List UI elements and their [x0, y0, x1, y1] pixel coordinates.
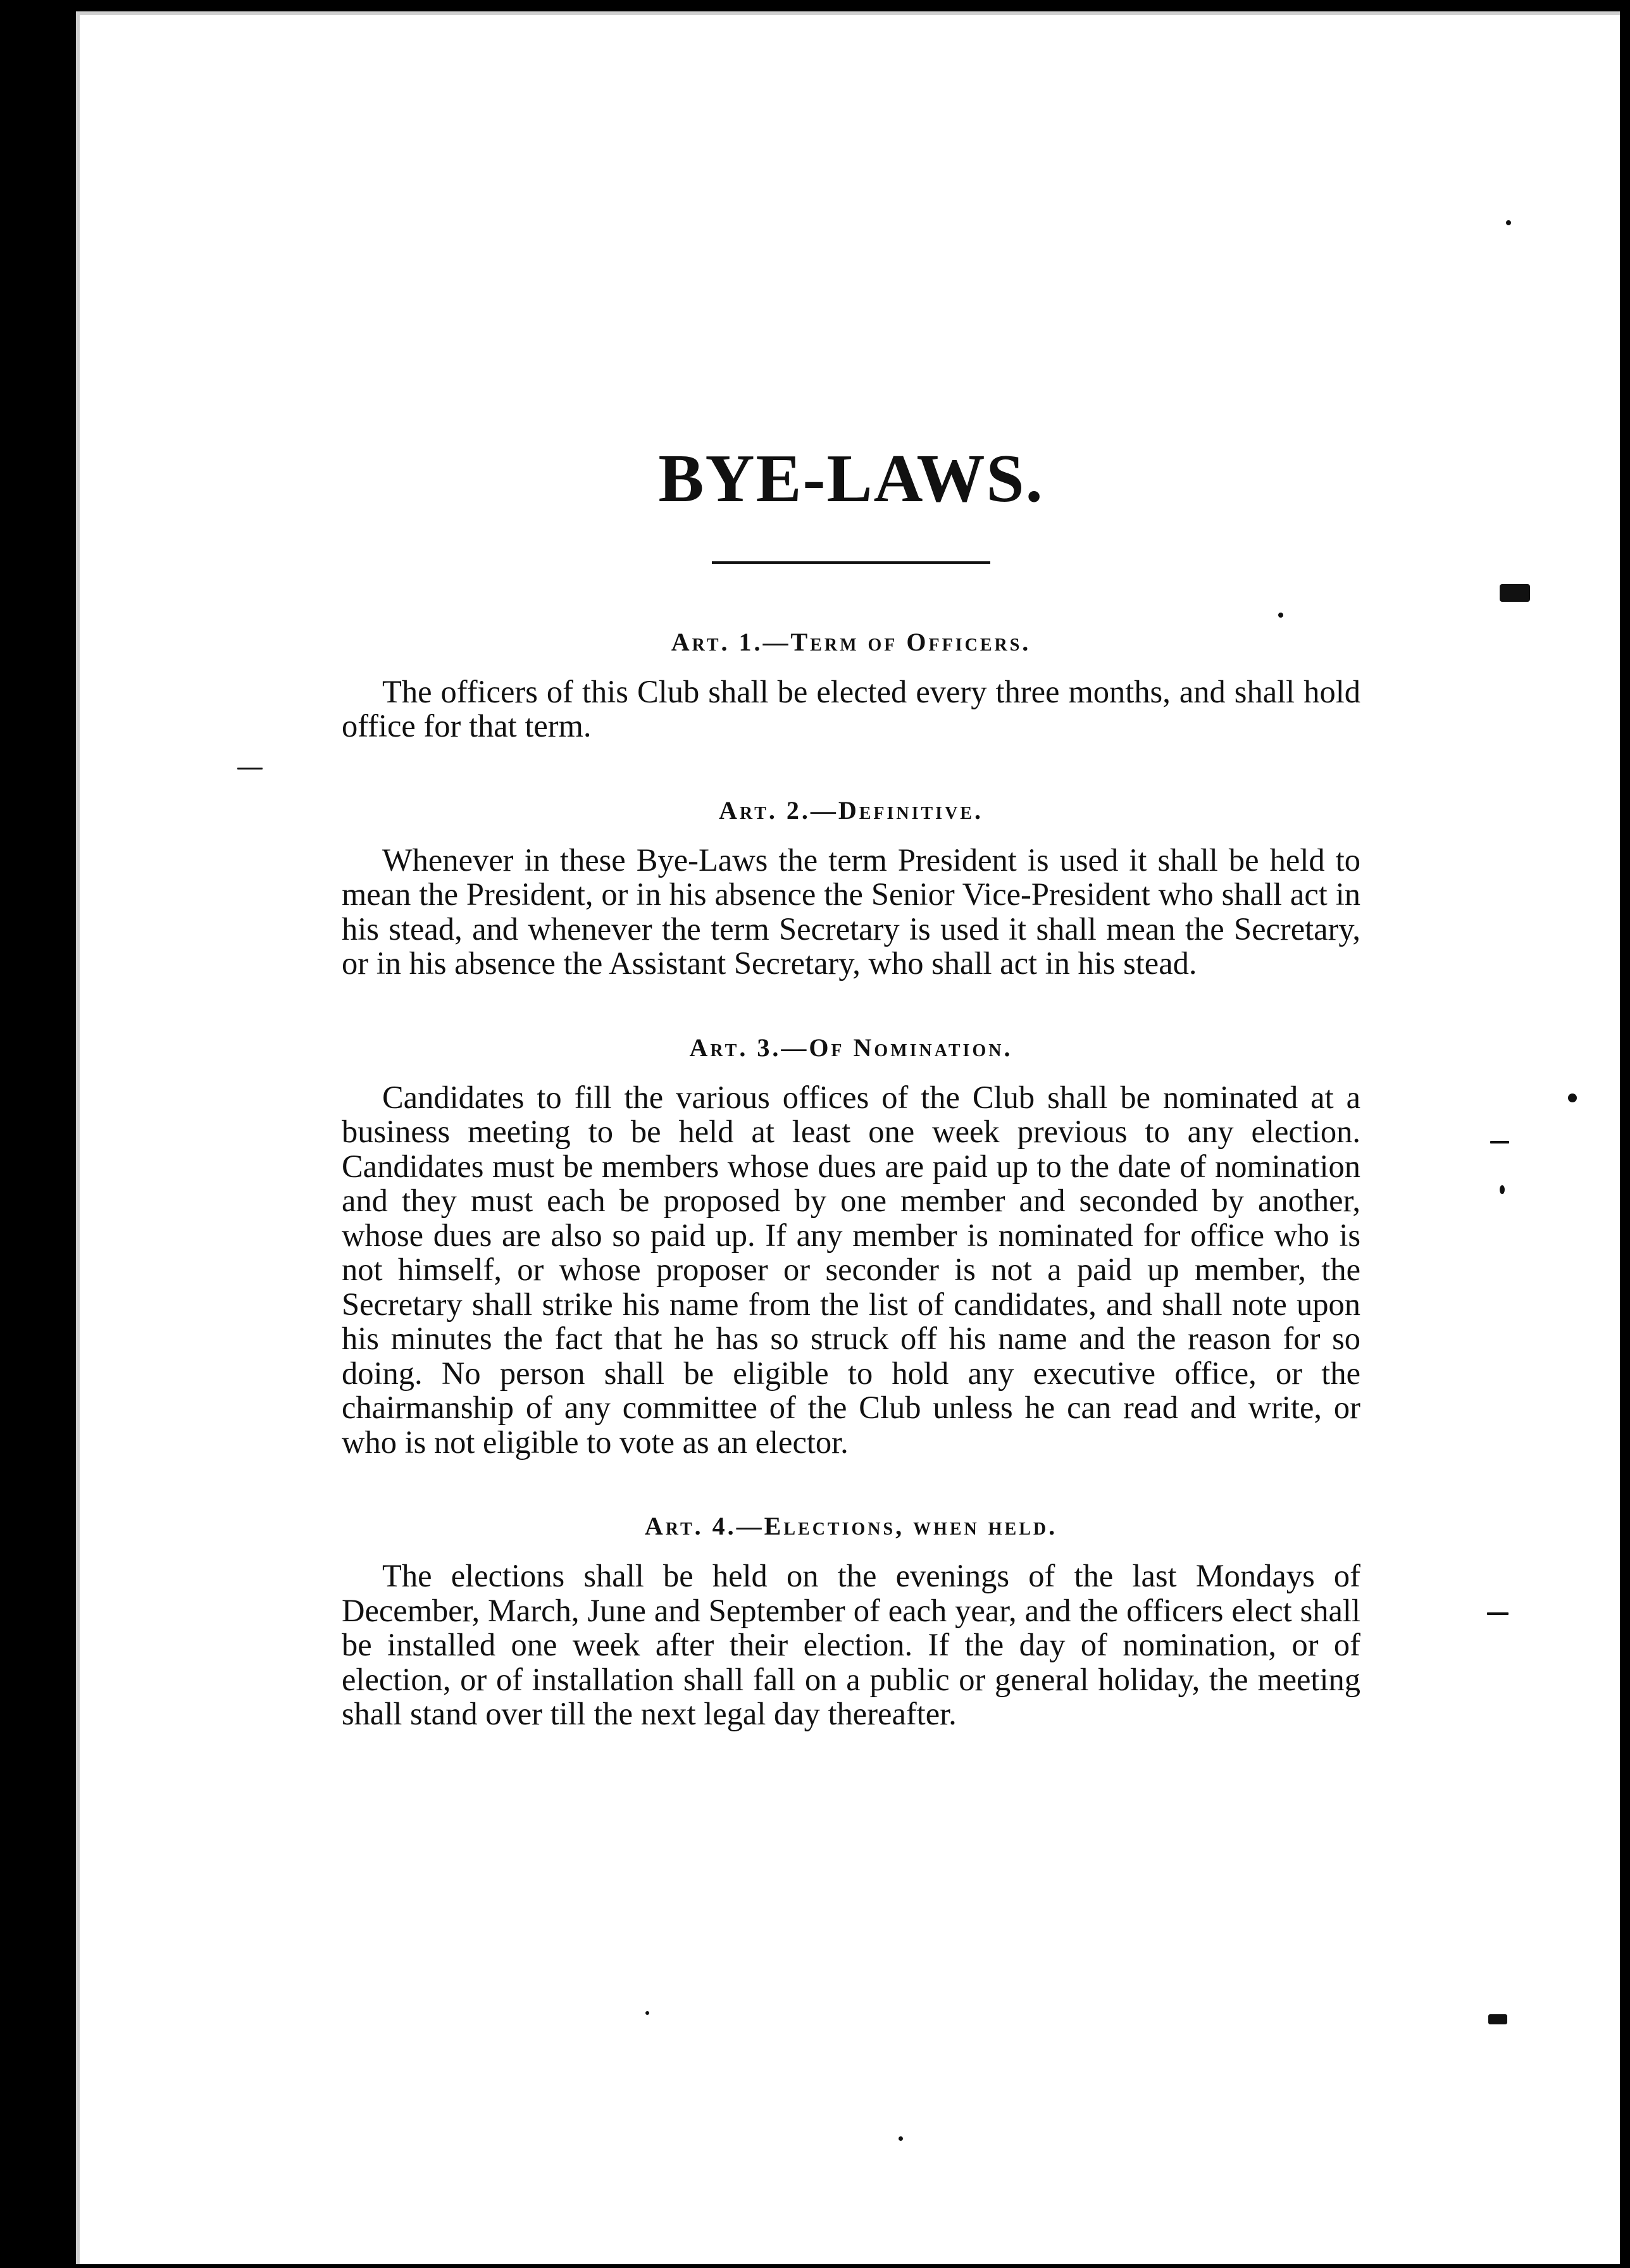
scan-speck: [1500, 1185, 1505, 1194]
article-4-text: The elections shall be held on the evenings of the last Mondays of December, March, June and September of each year, and the officers elect shall be installed one week after their election. If the day of nomination, or of election, or of installation shall fall on a public or general holiday, the meeting shall stand over till the next legal day thereafter.: [342, 1558, 1360, 1732]
scan-speck: [1487, 1612, 1509, 1615]
article-1-text: The officers of this Club shall be elected every three months, and shall hold office for that term.: [342, 673, 1360, 744]
scan-speck: [645, 2011, 649, 2015]
article-1-heading: Art. 1.—Term of Officers.: [671, 627, 1031, 656]
article-4: [342, 1511, 1360, 1731]
article-3: [342, 1033, 1360, 1460]
scan-speck: [237, 768, 263, 770]
scan-speck: [1568, 1094, 1577, 1102]
scan-speck: [1506, 220, 1511, 225]
paper-sheet: [76, 11, 1620, 2264]
article-1: [342, 627, 1360, 744]
scan-speck: [1500, 584, 1530, 602]
article-3-text: Candidates to fill the various offices of the Club shall be nominated at a business meeting to be held at least one week previous to any election. Candidates must be members whose dues are paid up to the date of nomination and they must each be proposed by one member and seconded by another, whose dues are also so paid up. If any member is nominated for office who is not himself, or whose proposer or seconder is not a paid up member, the Secretary shall strike his name from the list of candidates, and shall note upon his minutes the fact that he has so struck off his name and the reason for so doing. No person shall be eligible to hold any executive office, or the chairmanship of any committee of the Club unless he can read and write, or who is not eligible to vote as an elector.: [342, 1079, 1360, 1460]
article-2: [342, 795, 1360, 981]
article-3-heading: Art. 3.—Of Nomination.: [689, 1033, 1013, 1062]
title-rule: [712, 561, 990, 564]
scan-speck: [1490, 1141, 1509, 1143]
article-2-text: Whenever in these Bye-Laws the term President is used it shall be held to mean the President, or in his absence the Senior Vice-President who shall act in his stead, and whenever the term Secretary is used it shall mean the Secretary, or in his absence the Assistant Secretary, who shall act in his stead.: [342, 842, 1360, 981]
document-title: BYE-LAWS.: [658, 441, 1044, 516]
article-2-heading: Art. 2.—Definitive.: [719, 795, 983, 825]
scan-speck: [899, 2136, 903, 2141]
scan-speck: [1488, 2014, 1507, 2024]
page-body: [342, 423, 1360, 1731]
article-4-heading: Art. 4.—Elections, when held.: [644, 1512, 1058, 1541]
